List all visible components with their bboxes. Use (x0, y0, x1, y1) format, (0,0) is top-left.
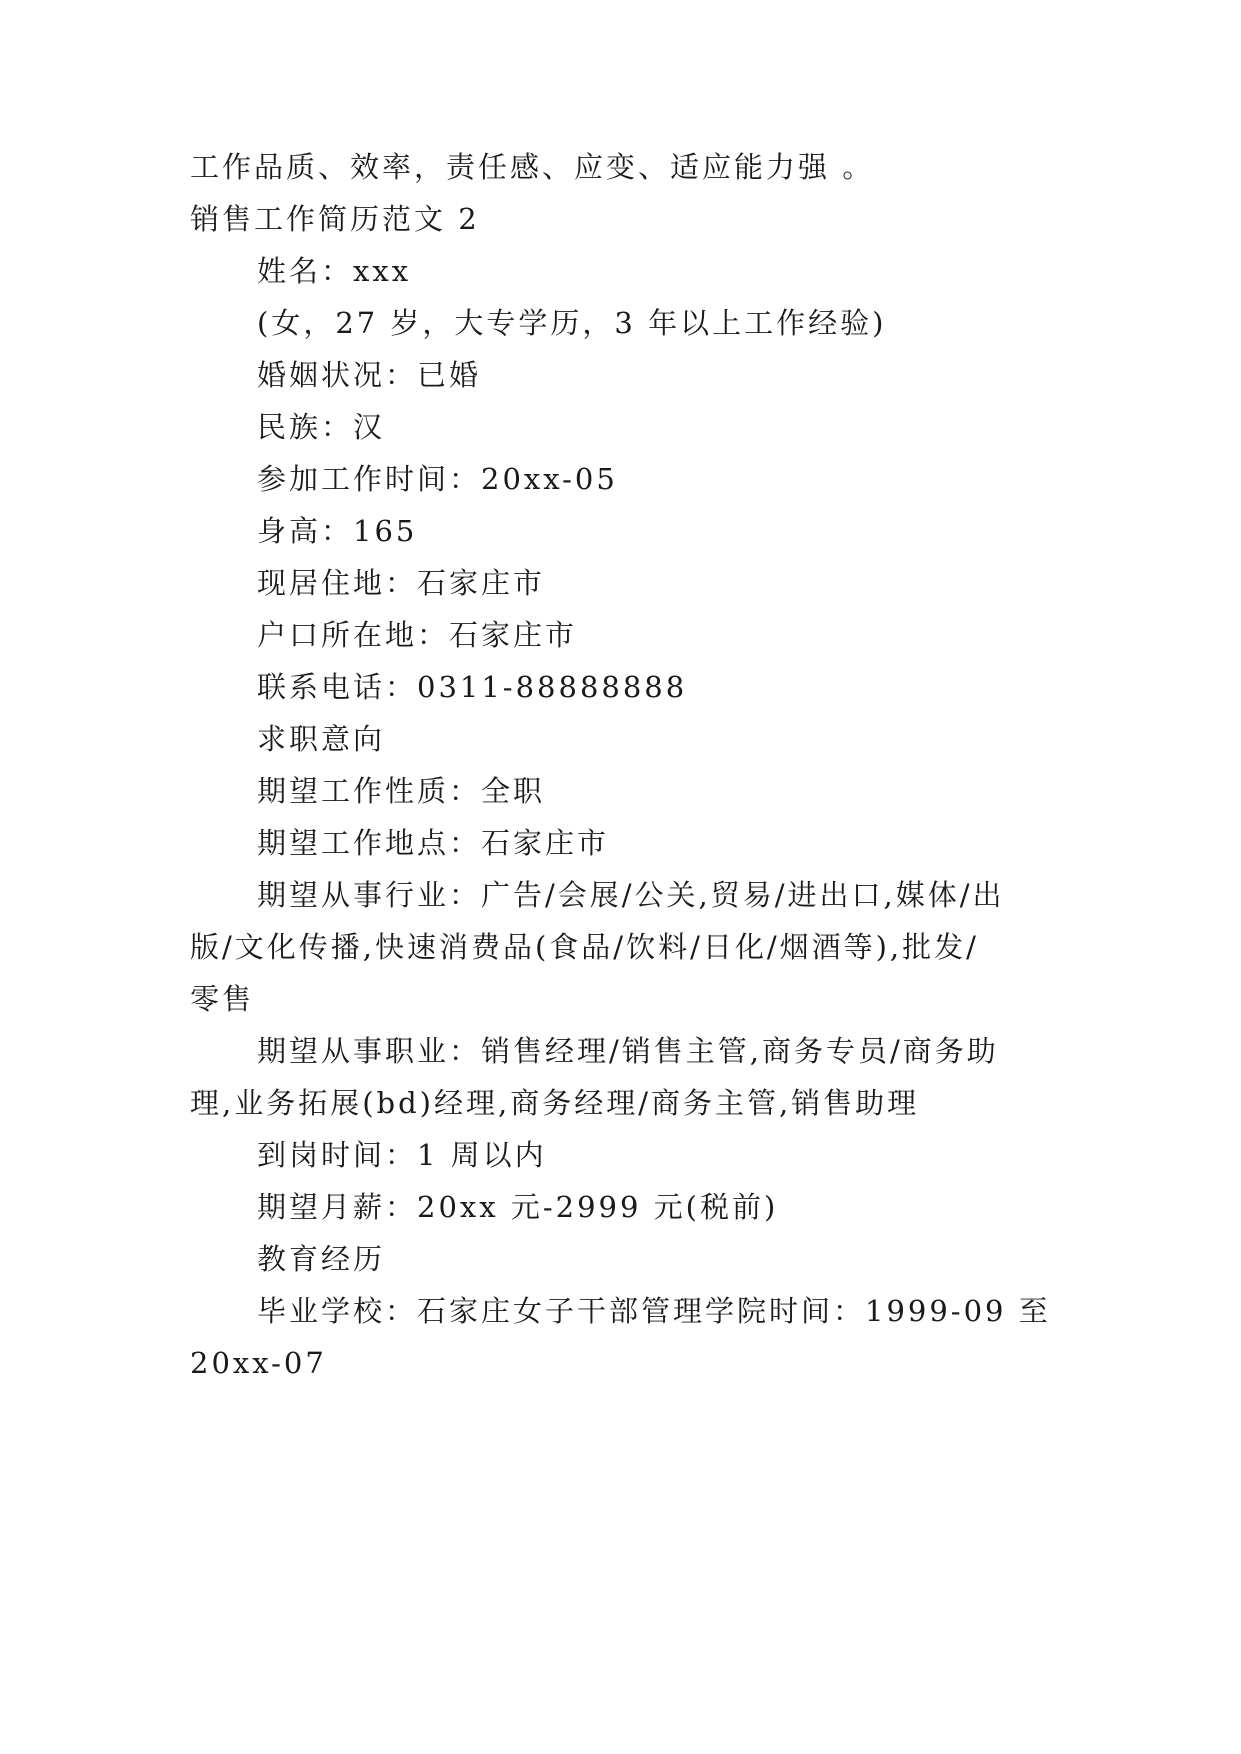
job-type-field: 期望工作性质：全职 (257, 774, 546, 808)
school-line-1: 毕业学校：石家庄女子干部管理学院时间：1999-09 至 (257, 1294, 1051, 1328)
job-intent-heading: 求职意向 (257, 722, 386, 756)
phone-field: 联系电话：0311-88888888 (257, 670, 688, 704)
name-field: 姓名：xxx (257, 254, 412, 288)
occupation-line-2: 理,业务拓展(bd)经理,商务经理/商务主管,销售助理 (190, 1086, 920, 1120)
residence-field: 现居住地：石家庄市 (257, 566, 546, 600)
industry-line-3: 零售 (190, 982, 255, 1016)
marital-status-field: 婚姻状况：已婚 (257, 358, 482, 392)
hukou-field: 户口所在地：石家庄市 (257, 618, 578, 652)
document-title: 销售工作简历范文 2 (190, 202, 480, 236)
intro-tail-text: 工作品质、效率，责任感、应变、适应能力强 。 (190, 150, 875, 184)
occupation-line-1: 期望从事职业：销售经理/销售主管,商务专员/商务助 (257, 1034, 999, 1068)
work-start-field: 参加工作时间：20xx-05 (257, 462, 618, 496)
job-location-field: 期望工作地点：石家庄市 (257, 826, 610, 860)
salary-field: 期望月薪：20xx 元-2999 元(税前) (257, 1190, 779, 1224)
available-field: 到岗时间：1 周以内 (257, 1138, 547, 1172)
education-heading: 教育经历 (257, 1242, 386, 1276)
ethnicity-field: 民族：汉 (257, 410, 386, 444)
height-field: 身高：165 (257, 514, 418, 548)
industry-line-1: 期望从事行业：广告/会展/公关,贸易/进出口,媒体/出 (257, 878, 1005, 912)
school-line-2: 20xx-07 (190, 1346, 327, 1380)
summary-text: (女，27 岁，大专学历，3 年以上工作经验) (257, 306, 887, 340)
industry-line-2: 版/文化传播,快速消费品(食品/饮料/日化/烟酒等),批发/ (190, 930, 979, 964)
